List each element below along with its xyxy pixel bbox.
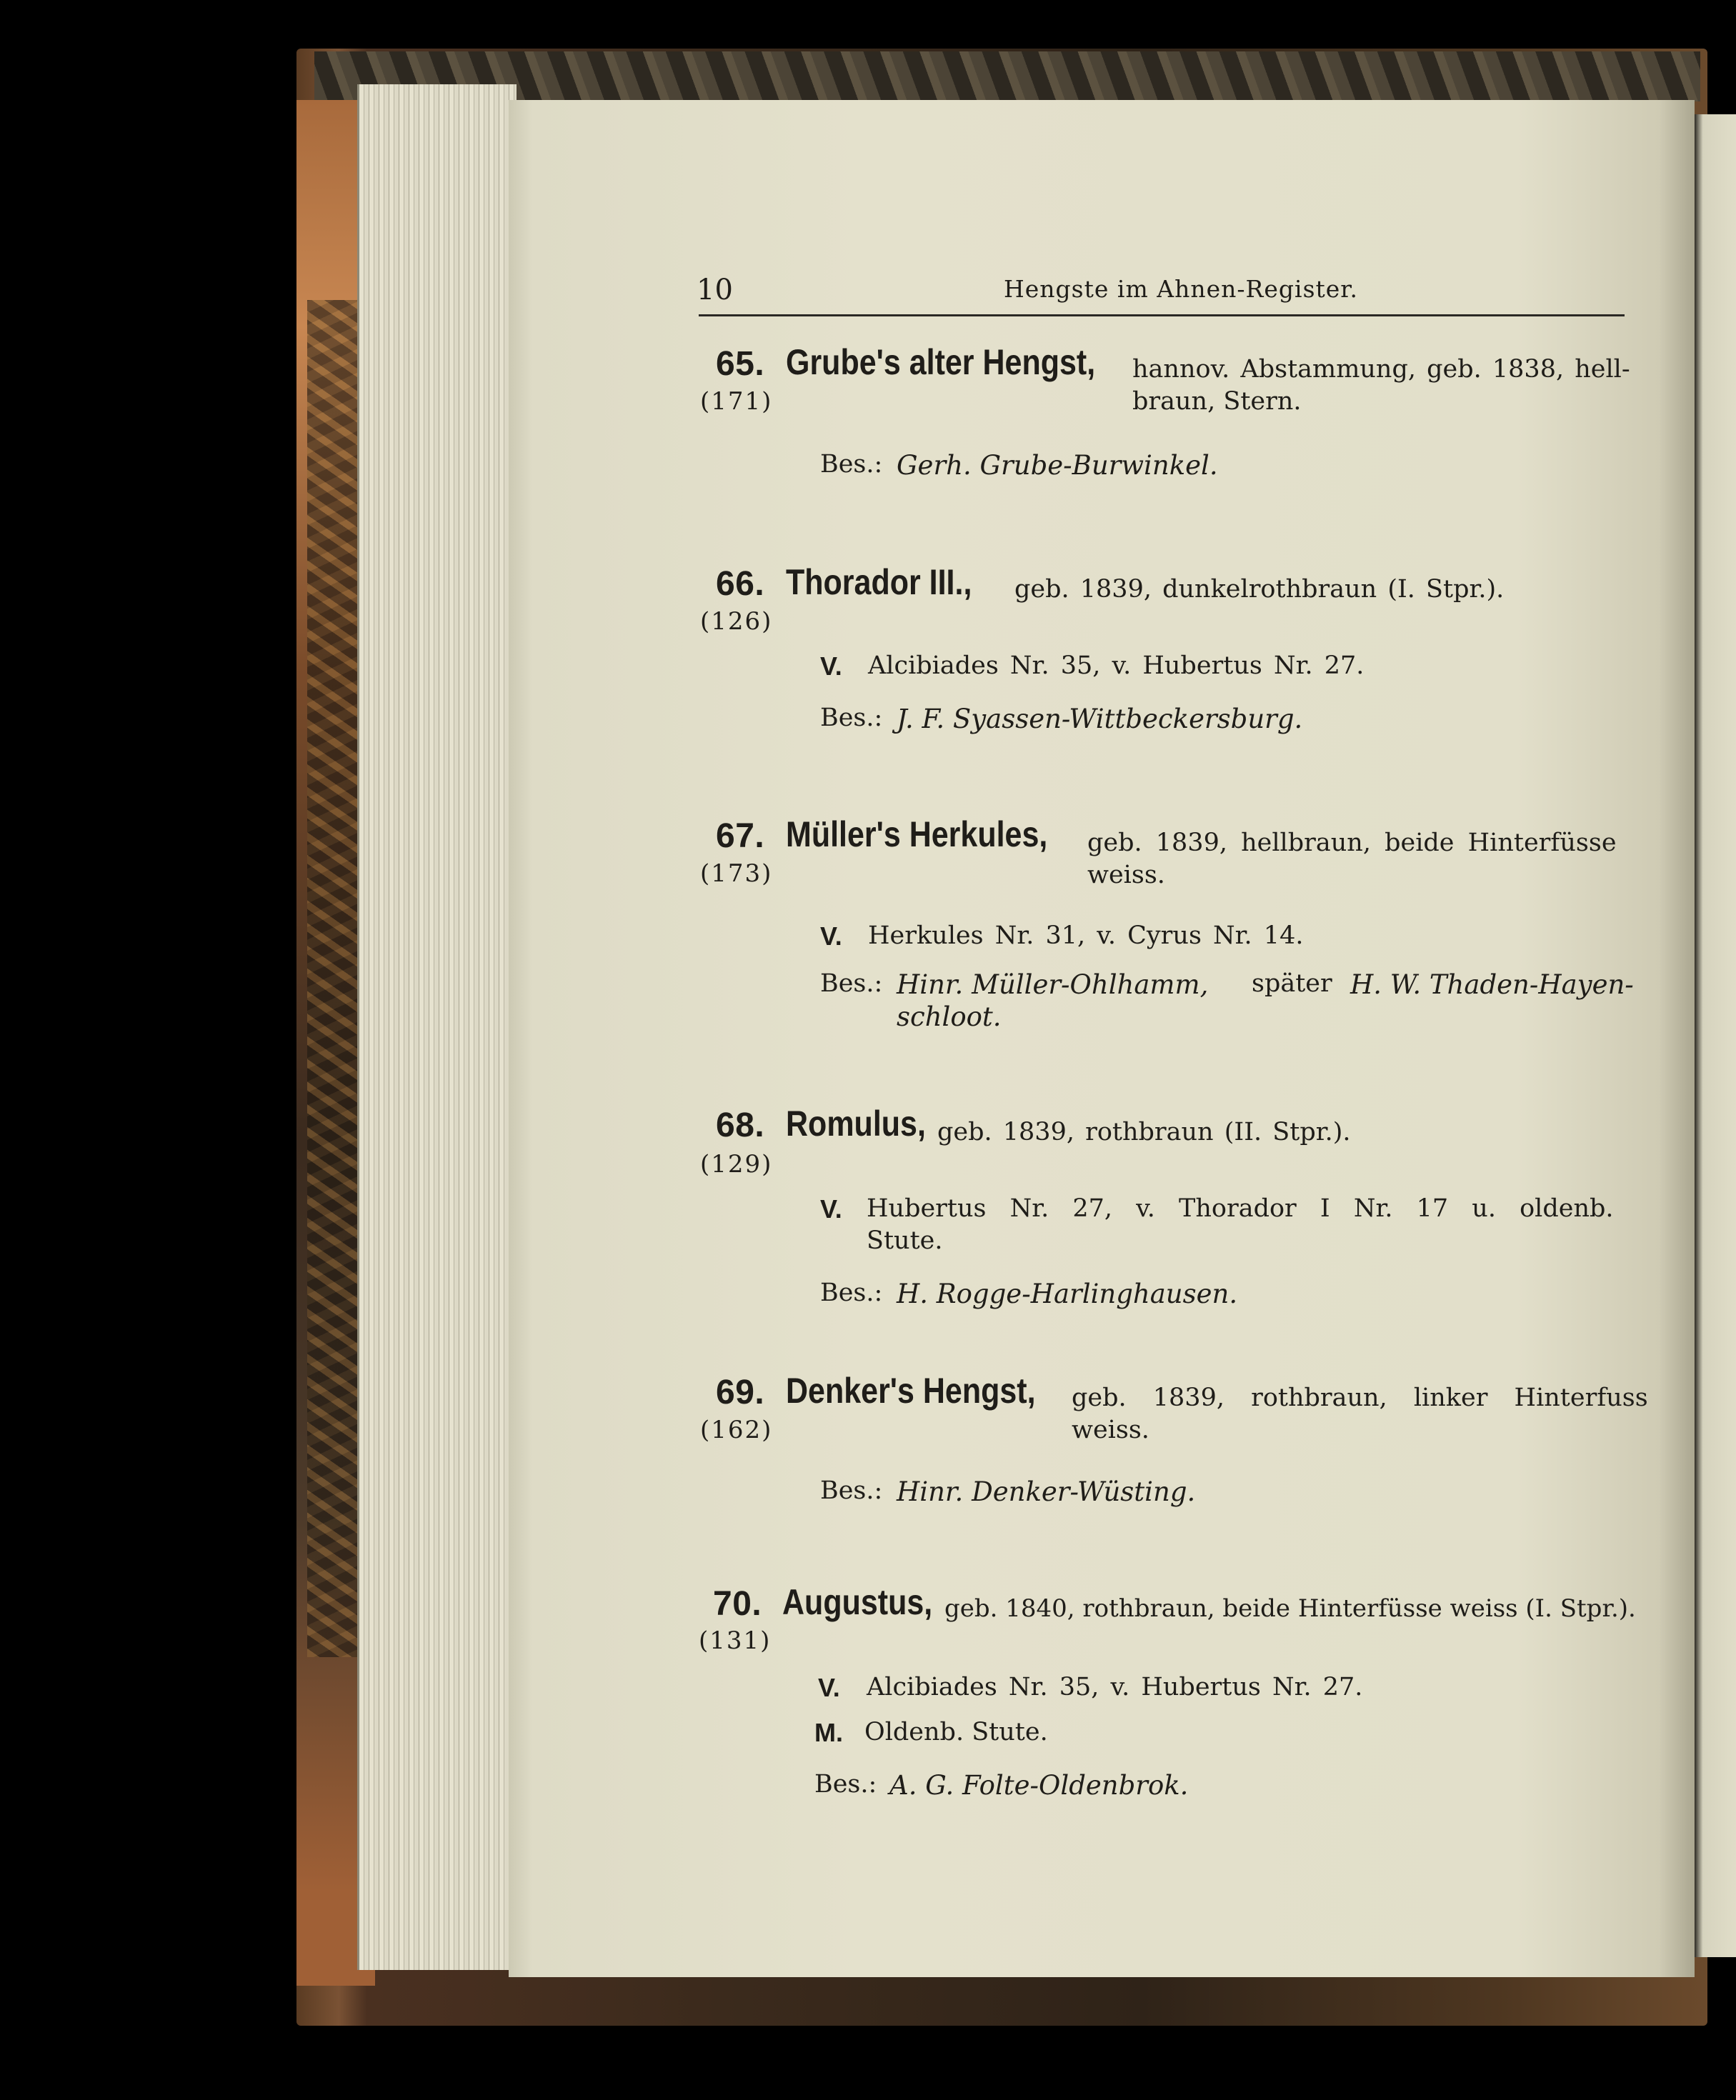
entry-number: 67. xyxy=(716,817,765,855)
owner-label: Bes.: xyxy=(820,969,883,998)
entry-register-number: (173) xyxy=(700,859,773,888)
entry-number: 69. xyxy=(716,1374,765,1411)
entry-description: hannov. Abstammung, geb. 1838, hell- xyxy=(1132,355,1630,384)
entry-number: 65. xyxy=(716,345,765,383)
owner-name-later-cont: schloot. xyxy=(897,1001,1002,1032)
sire-text: Hubertus Nr. 27, v. Thorador I Nr. 17 u. oldenb. xyxy=(867,1194,1614,1223)
entry-name: Denker's Hengst, xyxy=(786,1371,1036,1411)
owner-name: Hinr. Denker-Wüsting. xyxy=(897,1476,1196,1507)
dam-label: M. xyxy=(814,1718,843,1747)
entry-register-number: (126) xyxy=(700,607,773,636)
sire-label: V. xyxy=(818,1673,840,1702)
sire-text: Alcibiades Nr. 35, v. Hubertus Nr. 27. xyxy=(868,651,1365,680)
entry-name: Grube's alter Hengst, xyxy=(786,342,1096,382)
entry-name: Romulus, xyxy=(786,1104,926,1144)
sire-text: Alcibiades Nr. 35, v. Hubertus Nr. 27. xyxy=(867,1673,1363,1701)
page-number: 10 xyxy=(697,274,733,306)
entry-name: Thorador III., xyxy=(786,562,972,602)
owner-label: Bes.: xyxy=(820,1279,883,1307)
entry-register-number: (131) xyxy=(699,1626,772,1655)
entry-description-cont: weiss. xyxy=(1087,861,1165,889)
owner-label: Bes.: xyxy=(820,1476,883,1505)
entry-description-cont: weiss. xyxy=(1072,1416,1149,1444)
entry-register-number: (162) xyxy=(700,1416,773,1444)
sire-label: V. xyxy=(820,651,842,681)
facing-page-edge xyxy=(1695,114,1736,1957)
entry-number: 66. xyxy=(716,565,765,603)
owner-name: J. F. Syassen-Wittbeckersburg. xyxy=(897,704,1303,734)
entry-description: geb. 1839, hellbraun, beide Hinterfüsse xyxy=(1087,829,1617,857)
owner-name: Hinr. Müller-Ohlhamm, xyxy=(897,969,1209,1000)
sire-text: Herkules Nr. 31, v. Cyrus Nr. 14. xyxy=(868,921,1304,950)
header-rule xyxy=(699,314,1625,316)
owner-label: Bes.: xyxy=(814,1770,877,1799)
sire-text-cont: Stute. xyxy=(867,1226,943,1255)
page-edges xyxy=(357,84,517,1970)
running-title: Hengste im Ahnen-Register. xyxy=(1004,275,1358,303)
entry-register-number: (171) xyxy=(700,387,773,416)
dam-text: Oldenb. Stute. xyxy=(864,1718,1048,1746)
sire-label: V. xyxy=(820,1194,842,1224)
entry-name: Augustus, xyxy=(782,1582,933,1622)
entry-description: geb. 1839, dunkelrothbraun (I. Stpr.). xyxy=(1014,575,1505,604)
owner-name: H. Rogge-Harlinghausen. xyxy=(897,1279,1238,1309)
entry-number: 68. xyxy=(716,1106,765,1144)
entry-description: geb. 1840, rothbraun, beide Hinterfüsse weiss (I. Stpr.). xyxy=(944,1594,1636,1623)
entry-description: geb. 1839, rothbraun, linker Hinterfuss xyxy=(1072,1384,1648,1412)
entry-description-cont: braun, Stern. xyxy=(1132,387,1302,416)
owner-name: Gerh. Grube-Burwinkel. xyxy=(897,450,1218,481)
owner-name: A. G. Folte-Oldenbrok. xyxy=(889,1770,1189,1801)
sire-label: V. xyxy=(820,921,842,951)
entry-number: 70. xyxy=(713,1585,762,1623)
entry-description: geb. 1839, rothbraun (II. Stpr.). xyxy=(937,1118,1351,1146)
cover-top-band xyxy=(314,51,1700,101)
owner-label: Bes.: xyxy=(820,450,883,479)
marbled-board xyxy=(307,300,364,1657)
owner-name-later: H. W. Thaden-Hayen- xyxy=(1350,969,1634,1000)
entry-name: Müller's Herkules, xyxy=(786,814,1048,854)
owner-later-word: später xyxy=(1252,969,1332,998)
owner-label: Bes.: xyxy=(820,704,883,732)
entry-register-number: (129) xyxy=(700,1150,773,1179)
